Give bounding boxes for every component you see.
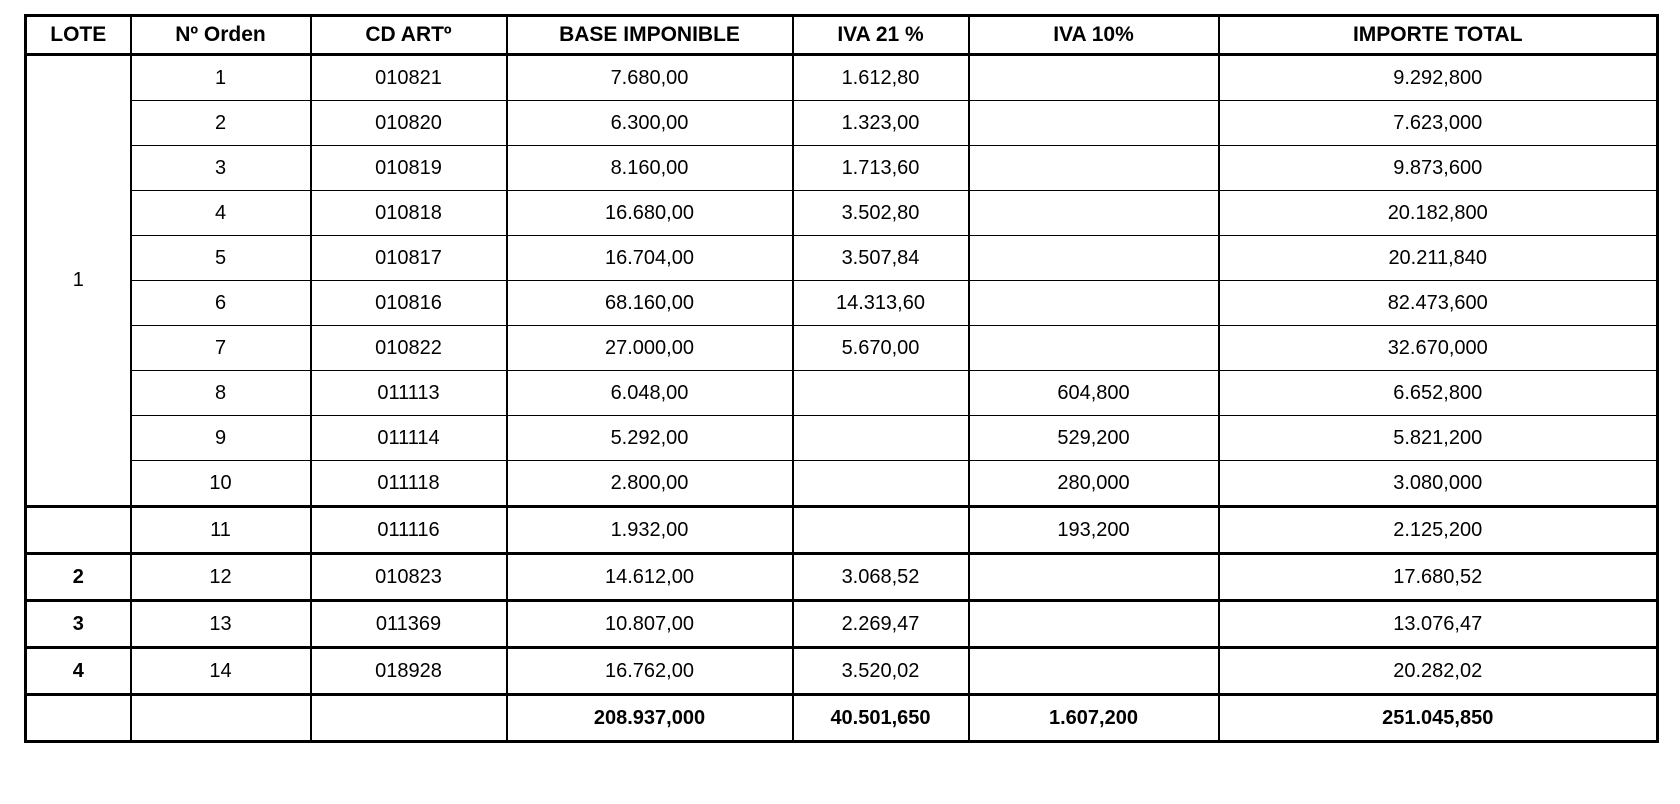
cell-base: 6.048,00 — [507, 371, 793, 416]
table-row — [26, 281, 1658, 326]
table-row — [26, 236, 1658, 281]
column-header-total: IMPORTE TOTAL — [1219, 16, 1658, 55]
column-header-lote: LOTE — [26, 16, 131, 55]
cell-orden: 4 — [131, 191, 311, 236]
cell-total: 82.473,600 — [1219, 281, 1658, 326]
cell-total: 20.182,800 — [1219, 191, 1658, 236]
table-row — [26, 461, 1658, 507]
cell-base: 6.300,00 — [507, 101, 793, 146]
cell-total: 20.282,02 — [1219, 648, 1658, 695]
cell-base: 27.000,00 — [507, 326, 793, 371]
cell-orden: 10 — [131, 461, 311, 507]
total-cell-total: 251.045,850 — [1219, 695, 1658, 742]
cell-total: 13.076,47 — [1219, 601, 1658, 648]
cell-orden: 12 — [131, 554, 311, 601]
cell-cd_art: 011118 — [311, 461, 507, 507]
cell-base: 14.612,00 — [507, 554, 793, 601]
cell-cd_art: 010816 — [311, 281, 507, 326]
cell-cd_art: 010819 — [311, 146, 507, 191]
cell-orden: 1 — [131, 55, 311, 101]
cell-iva21 — [793, 461, 969, 507]
table-row — [26, 55, 1658, 101]
cell-orden: 8 — [131, 371, 311, 416]
cell-iva10 — [969, 648, 1219, 695]
cell-iva21: 14.313,60 — [793, 281, 969, 326]
header-row — [26, 16, 1658, 55]
cell-lote: 1 — [26, 55, 131, 507]
cell-base: 16.680,00 — [507, 191, 793, 236]
cell-orden: 7 — [131, 326, 311, 371]
cell-total: 2.125,200 — [1219, 507, 1658, 554]
cell-cd_art: 010822 — [311, 326, 507, 371]
table-row — [26, 191, 1658, 236]
total-cell-cd_art — [311, 695, 507, 742]
cell-iva10: 280,000 — [969, 461, 1219, 507]
column-header-orden: Nº Orden — [131, 16, 311, 55]
table-row — [26, 507, 1658, 554]
cell-total: 6.652,800 — [1219, 371, 1658, 416]
cell-iva10 — [969, 554, 1219, 601]
total-cell-lote — [26, 695, 131, 742]
cell-iva10 — [969, 326, 1219, 371]
table-row — [26, 648, 1658, 695]
cell-iva10 — [969, 146, 1219, 191]
cell-orden: 3 — [131, 146, 311, 191]
cell-iva21: 3.502,80 — [793, 191, 969, 236]
cell-cd_art: 010818 — [311, 191, 507, 236]
cell-total: 9.292,800 — [1219, 55, 1658, 101]
cell-orden: 9 — [131, 416, 311, 461]
cell-cd_art: 010823 — [311, 554, 507, 601]
cell-iva21 — [793, 416, 969, 461]
cell-iva21 — [793, 371, 969, 416]
cell-orden: 2 — [131, 101, 311, 146]
cell-cd_art: 010821 — [311, 55, 507, 101]
column-header-iva21: IVA 21 % — [793, 16, 969, 55]
cell-cd_art: 011113 — [311, 371, 507, 416]
cell-lote: 4 — [26, 648, 131, 695]
cell-iva21: 3.507,84 — [793, 236, 969, 281]
table-row — [26, 554, 1658, 601]
cell-cd_art: 011114 — [311, 416, 507, 461]
cell-base: 5.292,00 — [507, 416, 793, 461]
cell-iva21 — [793, 507, 969, 554]
total-cell-iva10: 1.607,200 — [969, 695, 1219, 742]
cell-total: 5.821,200 — [1219, 416, 1658, 461]
total-cell-iva21: 40.501,650 — [793, 695, 969, 742]
cell-base: 10.807,00 — [507, 601, 793, 648]
cell-iva10 — [969, 101, 1219, 146]
cell-cd_art: 011369 — [311, 601, 507, 648]
cell-iva10 — [969, 55, 1219, 101]
cell-orden: 11 — [131, 507, 311, 554]
cell-total: 17.680,52 — [1219, 554, 1658, 601]
cell-iva10 — [969, 191, 1219, 236]
cell-iva10 — [969, 601, 1219, 648]
cell-iva21: 1.612,80 — [793, 55, 969, 101]
cell-total: 7.623,000 — [1219, 101, 1658, 146]
cell-base: 2.800,00 — [507, 461, 793, 507]
cell-base: 68.160,00 — [507, 281, 793, 326]
cell-iva10: 604,800 — [969, 371, 1219, 416]
document-page — [24, 14, 1656, 743]
cell-iva21: 3.520,02 — [793, 648, 969, 695]
cell-base: 1.932,00 — [507, 507, 793, 554]
cell-iva21: 5.670,00 — [793, 326, 969, 371]
table-row — [26, 326, 1658, 371]
cell-cd_art: 010820 — [311, 101, 507, 146]
cell-cd_art: 010817 — [311, 236, 507, 281]
cell-orden: 5 — [131, 236, 311, 281]
column-header-base: BASE IMPONIBLE — [507, 16, 793, 55]
cell-iva21: 1.323,00 — [793, 101, 969, 146]
cell-base: 8.160,00 — [507, 146, 793, 191]
lotes-iva-summary-table — [24, 14, 1659, 743]
cell-iva21: 3.068,52 — [793, 554, 969, 601]
cell-orden: 13 — [131, 601, 311, 648]
cell-cd_art: 018928 — [311, 648, 507, 695]
cell-lote: 2 — [26, 554, 131, 601]
cell-base: 7.680,00 — [507, 55, 793, 101]
table-row — [26, 416, 1658, 461]
cell-total: 9.873,600 — [1219, 146, 1658, 191]
cell-total: 3.080,000 — [1219, 461, 1658, 507]
table-row — [26, 601, 1658, 648]
cell-orden: 6 — [131, 281, 311, 326]
cell-iva10: 193,200 — [969, 507, 1219, 554]
column-header-iva10: IVA 10% — [969, 16, 1219, 55]
total-cell-base: 208.937,000 — [507, 695, 793, 742]
cell-total: 20.211,840 — [1219, 236, 1658, 281]
cell-lote — [26, 507, 131, 554]
cell-total: 32.670,000 — [1219, 326, 1658, 371]
cell-iva10: 529,200 — [969, 416, 1219, 461]
cell-iva21: 2.269,47 — [793, 601, 969, 648]
cell-orden: 14 — [131, 648, 311, 695]
column-header-cd_art: CD ARTº — [311, 16, 507, 55]
cell-iva10 — [969, 281, 1219, 326]
cell-iva21: 1.713,60 — [793, 146, 969, 191]
table-row — [26, 371, 1658, 416]
cell-cd_art: 011116 — [311, 507, 507, 554]
totals-row — [26, 695, 1658, 742]
table-row — [26, 146, 1658, 191]
cell-iva10 — [969, 236, 1219, 281]
cell-base: 16.704,00 — [507, 236, 793, 281]
cell-lote: 3 — [26, 601, 131, 648]
table-row — [26, 101, 1658, 146]
cell-base: 16.762,00 — [507, 648, 793, 695]
total-cell-orden — [131, 695, 311, 742]
